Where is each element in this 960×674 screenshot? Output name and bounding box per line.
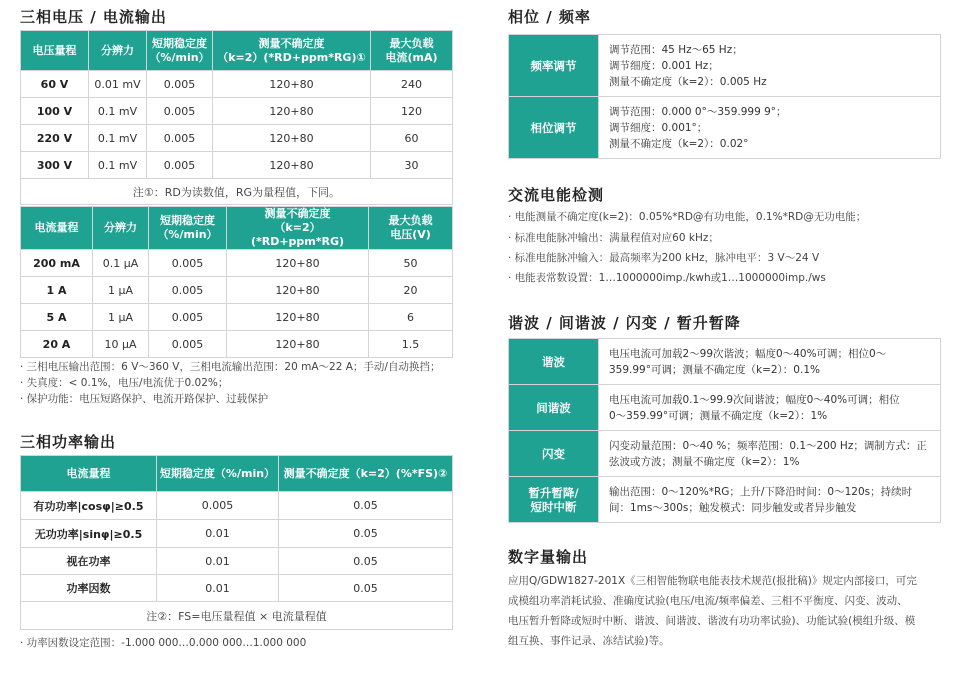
energy-bullet: · 标准电能脉冲输出：满量程值对应60 kHz； (508, 232, 719, 244)
row-line: 测量不确定度（k=2）：0.005 Hz (609, 75, 767, 88)
table-cell: 1 μA (93, 304, 149, 331)
voltage-bullet: · 三相电压输出范围：6 V～360 V，三相电流输出范围：20 mA～22 A；手动/自动换挡； (20, 361, 441, 373)
table-cell: 0.05 (279, 575, 453, 602)
table-cell: 120+80 (213, 98, 371, 125)
table-note-row (21, 602, 453, 630)
table-cell: 20 (369, 277, 453, 304)
table-cell: 0.05 (279, 492, 453, 520)
table-cell: 无功功率|sinφ|≥0.5 (21, 520, 157, 548)
harmonic-table (508, 338, 941, 523)
energy-bullet: · 电能表常数设置：1…1000000imp./kwh或1…1000000imp./ws (508, 272, 826, 284)
power-section-title: 三相功率输出 (20, 433, 117, 451)
row-line: 输出范围：0～120%*RG；上升/下降沿时间：0～120s；持续时 (609, 485, 913, 498)
voltage-bullet: · 保护功能：电压短路保护、电流开路保护、过载保护 (20, 393, 269, 405)
table-cell: 0.01 (157, 575, 279, 602)
power-factor-bullet: · 功率因数设定范围：-1.000 000…0.000 000…1.000 000 (20, 637, 307, 649)
digital-section-title: 数字量输出 (508, 548, 589, 566)
header-cell: 最大负载 电流(mA) (371, 31, 453, 71)
table-cell: 200 mA (21, 250, 93, 277)
row-line: 359.99°可调；测量不确定度（k=2）：0.1% (609, 363, 820, 376)
row-line: 调节细度：0.001°； (609, 121, 708, 134)
energy-section-title: 交流电能检测 (508, 186, 605, 204)
row-line: 调节范围：0.000 0°～359.999 9°； (609, 105, 787, 118)
header-cell: 分辨力 (89, 31, 147, 71)
harmonic-section-title: 谐波 / 间谐波 / 闪变 / 暂升暂降 (508, 314, 741, 332)
table-cell: 120+80 (227, 304, 369, 331)
paragraph-line: 电压暂升暂降或短时中断、谐波、间谐波、谐波有功功率试验)、功能试验(模组升级、模 (508, 615, 916, 627)
row-line: 间：1ms～300s；触发模式：同步触发或者异步触发 (609, 501, 857, 514)
note-1: 注①：RD为读数值，RG为量程值，下同。 (21, 179, 453, 205)
paragraph-line: 应用Q/GDW1827-201X《三相智能物联电能表技术规范(报批稿)》规定内部接口，可完 (508, 575, 917, 587)
header-cell: 短期稳定度 （%/min） (149, 207, 227, 250)
table-row (21, 575, 453, 602)
table-row (21, 152, 453, 179)
table-cell: 120+80 (213, 152, 371, 179)
table-cell: 0.05 (279, 548, 453, 575)
row-label: 间谐波 (509, 385, 599, 431)
row-label: 相位调节 (509, 97, 599, 159)
header-cell: 短期稳定度 （%/min） (147, 31, 213, 71)
row-label: 频率调节 (509, 35, 599, 97)
header-cell: 电流量程 (21, 207, 93, 250)
row-line: 电压电流可加载0.1～99.9次间谐波；幅度0～40%可调；相位 (609, 393, 900, 406)
table-cell: 300 V (21, 152, 89, 179)
table-cell: 0.005 (157, 492, 279, 520)
table-row (509, 431, 941, 477)
header-cell: 电流量程 (21, 456, 157, 492)
table-cell: 0.005 (149, 331, 227, 358)
row-line: 电压电流可加载2～99次谐波；幅度0～40%可调；相位0～ (609, 347, 887, 360)
table-row (21, 250, 453, 277)
table-row (21, 71, 453, 98)
current-table (20, 206, 453, 358)
table-cell: 220 V (21, 125, 89, 152)
table-cell: 0.005 (147, 98, 213, 125)
table-cell: 0.005 (147, 125, 213, 152)
table-cell: 0.05 (279, 520, 453, 548)
header-cell: 最大负载 电压(V) (369, 207, 453, 250)
row-label: 闪变 (509, 431, 599, 477)
table-cell: 60 V (21, 71, 89, 98)
row-line: 调节细度：0.001 Hz； (609, 59, 719, 72)
table-row (21, 548, 453, 575)
table-cell: 0.1 mV (89, 98, 147, 125)
row-content (599, 339, 941, 385)
paragraph-line: 组互换、事件记录、冻结试验)等。 (508, 635, 670, 647)
row-line: 调节范围：45 Hz～65 Hz； (609, 43, 743, 56)
table-cell: 0.1 mV (89, 152, 147, 179)
table-row (509, 97, 941, 159)
table-cell: 0.01 (157, 548, 279, 575)
table-cell: 0.01 (157, 520, 279, 548)
power-table (20, 455, 453, 630)
header-cell: 测量不确定度（k=2）(%*FS)② (279, 456, 453, 492)
table-cell: 30 (371, 152, 453, 179)
note-2: 注②：FS=电压量程值 × 电流量程值 (21, 602, 453, 630)
header-cell: 短期稳定度（%/min） (157, 456, 279, 492)
row-line: 0～359.99°可调；测量不确定度（k=2）：1% (609, 409, 828, 422)
row-content (599, 35, 941, 97)
table-cell: 5 A (21, 304, 93, 331)
table-cell: 120+80 (213, 71, 371, 98)
table-row (21, 331, 453, 358)
table-cell: 0.005 (149, 250, 227, 277)
phase-table (508, 34, 941, 159)
table-row (21, 492, 453, 520)
row-content (599, 97, 941, 159)
table-cell: 1.5 (369, 331, 453, 358)
row-content (599, 385, 941, 431)
table-note-row (21, 179, 453, 205)
table-row (509, 339, 941, 385)
table-cell: 0.1 μA (93, 250, 149, 277)
row-content (599, 431, 941, 477)
table-row (21, 304, 453, 331)
table-row (509, 35, 941, 97)
table-cell: 120+80 (227, 250, 369, 277)
voltage-bullet: · 失真度：< 0.1%，电压/电流优于0.02%； (20, 377, 229, 389)
row-line: 闪变动量范围：0～40 %；频率范围：0.1～200 Hz；调制方式：正 (609, 439, 927, 452)
header-cell: 分辨力 (93, 207, 149, 250)
current-table-header (21, 207, 453, 250)
digital-paragraph (508, 571, 944, 651)
table-cell: 20 A (21, 331, 93, 358)
paragraph-line: 成模组功率消耗试验、准确度试验(电压/电流/频率偏差、三相不平衡度、闪变、波动、 (508, 595, 908, 607)
table-cell: 240 (371, 71, 453, 98)
phase-section-title: 相位 / 频率 (508, 8, 591, 26)
table-cell: 0.005 (147, 152, 213, 179)
table-cell: 50 (369, 250, 453, 277)
table-row (509, 385, 941, 431)
row-label: 谐波 (509, 339, 599, 385)
header-cell: 电压量程 (21, 31, 89, 71)
table-cell: 0.005 (149, 277, 227, 304)
table-row (21, 125, 453, 152)
table-row (21, 520, 453, 548)
table-cell: 100 V (21, 98, 89, 125)
table-row (21, 277, 453, 304)
power-table-header (21, 456, 453, 492)
header-cell: 测量不确定度 （k=2）(*RD+ppm*RG)① (213, 31, 371, 71)
table-row (509, 477, 941, 523)
table-cell: 120+80 (227, 331, 369, 358)
table-cell: 1 μA (93, 277, 149, 304)
table-cell: 10 μA (93, 331, 149, 358)
table-cell: 0.005 (149, 304, 227, 331)
header-cell: 测量不确定度 （k=2）(*RD+ppm*RG) (227, 207, 369, 250)
table-cell: 0.01 mV (89, 71, 147, 98)
table-cell: 0.1 mV (89, 125, 147, 152)
table-cell: 120+80 (213, 125, 371, 152)
voltage-table-header (21, 31, 453, 71)
row-content (599, 477, 941, 523)
table-cell: 有功功率|cosφ|≥0.5 (21, 492, 157, 520)
table-cell: 60 (371, 125, 453, 152)
table-cell: 功率因数 (21, 575, 157, 602)
energy-bullet: · 电能测量不确定度(k=2)：0.05%*RD@有功电能，0.1%*RD@无功电能； (508, 211, 867, 223)
voltage-section-title: 三相电压 / 电流输出 (20, 8, 167, 26)
table-cell: 0.005 (147, 71, 213, 98)
row-line: 弦波或方波；测量不确定度（k=2）：1% (609, 455, 800, 468)
table-row (21, 98, 453, 125)
table-cell: 6 (369, 304, 453, 331)
table-cell: 120 (371, 98, 453, 125)
row-label: 暂升暂降/ 短时中断 (509, 477, 599, 523)
energy-bullet: · 标准电能脉冲输入：最高频率为200 kHz，脉冲电平：3 V～24 V (508, 252, 820, 264)
table-cell: 120+80 (227, 277, 369, 304)
table-cell: 1 A (21, 277, 93, 304)
row-line: 测量不确定度（k=2）：0.02° (609, 137, 749, 150)
table-cell: 视在功率 (21, 548, 157, 575)
voltage-table (20, 30, 453, 205)
